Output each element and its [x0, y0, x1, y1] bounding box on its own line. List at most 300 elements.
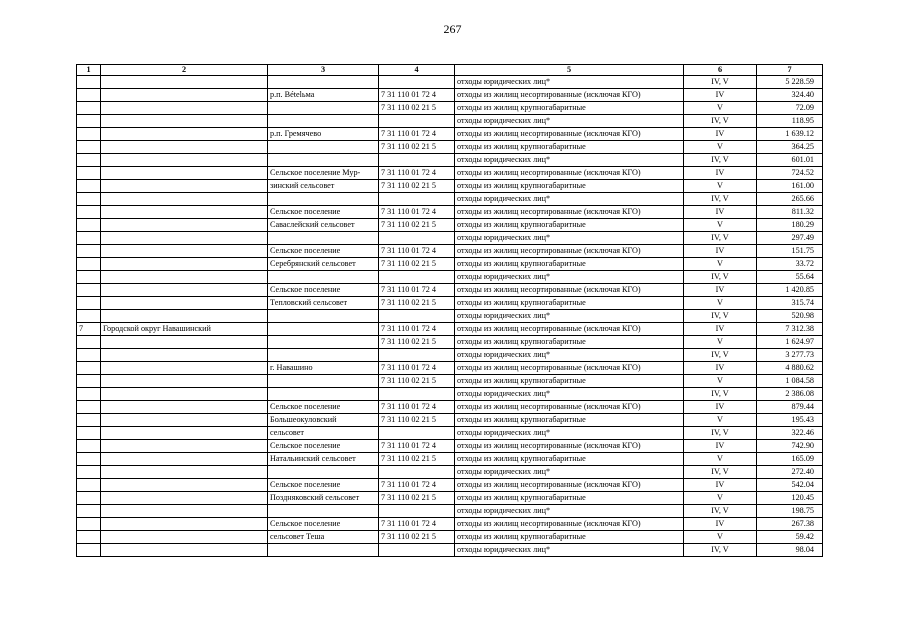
- waste-type-cell: отходы из жилищ несортированные (исключая КГО): [455, 284, 684, 297]
- row-number-cell: [77, 375, 101, 388]
- settlement-cell: Сельское поселение: [268, 245, 379, 258]
- table-row: [77, 323, 823, 336]
- settlement-cell: Сельское поселение: [268, 440, 379, 453]
- row-number-cell: [77, 180, 101, 193]
- amount-cell: 297.49: [757, 232, 823, 245]
- waste-type-cell: отходы юридических лиц*: [455, 154, 684, 167]
- hazard-class-cell: IV: [684, 440, 757, 453]
- table-row: [77, 89, 823, 102]
- district-cell: [101, 141, 268, 154]
- waste-type-cell: отходы юридических лиц*: [455, 388, 684, 401]
- hazard-class-cell: IV, V: [684, 388, 757, 401]
- code-cell: [379, 544, 455, 557]
- column-header: 3: [268, 65, 379, 76]
- amount-cell: 98.04: [757, 544, 823, 557]
- district-cell: [101, 245, 268, 258]
- waste-type-cell: отходы из жилищ несортированные (исключая КГО): [455, 245, 684, 258]
- table-row: [77, 518, 823, 531]
- code-cell: [379, 505, 455, 518]
- amount-cell: 267.38: [757, 518, 823, 531]
- amount-cell: 265.66: [757, 193, 823, 206]
- table-row: [77, 336, 823, 349]
- table-body: [77, 76, 823, 557]
- table-row: [77, 544, 823, 557]
- settlement-cell: Сельское поселение: [268, 206, 379, 219]
- district-cell: [101, 76, 268, 89]
- table-row: [77, 440, 823, 453]
- row-number-cell: [77, 245, 101, 258]
- amount-cell: 322.46: [757, 427, 823, 440]
- amount-cell: 324.40: [757, 89, 823, 102]
- waste-type-cell: отходы из жилищ крупногабаритные: [455, 453, 684, 466]
- row-number-cell: [77, 466, 101, 479]
- code-cell: 7 31 110 01 72 4: [379, 128, 455, 141]
- settlement-cell: сельсовет Теша: [268, 531, 379, 544]
- row-number-cell: [77, 453, 101, 466]
- hazard-class-cell: V: [684, 453, 757, 466]
- table-row: [77, 479, 823, 492]
- table-row: [77, 271, 823, 284]
- hazard-class-cell: IV, V: [684, 76, 757, 89]
- amount-cell: 1 420.85: [757, 284, 823, 297]
- row-number-cell: [77, 167, 101, 180]
- code-cell: 7 31 110 01 72 4: [379, 206, 455, 219]
- settlement-cell: сельсовет: [268, 427, 379, 440]
- code-cell: 7 31 110 02 21 5: [379, 102, 455, 115]
- table-row: [77, 219, 823, 232]
- waste-type-cell: отходы из жилищ несортированные (исключая КГО): [455, 440, 684, 453]
- row-number-cell: [77, 362, 101, 375]
- district-cell: [101, 206, 268, 219]
- settlement-cell: р.п. Вételьма: [268, 89, 379, 102]
- amount-cell: 742.90: [757, 440, 823, 453]
- waste-type-cell: отходы из жилищ крупногабаритные: [455, 492, 684, 505]
- settlement-cell: Сельское поселение Мур-: [268, 167, 379, 180]
- amount-cell: 195.43: [757, 414, 823, 427]
- column-header: 2: [101, 65, 268, 76]
- hazard-class-cell: IV: [684, 323, 757, 336]
- amount-cell: 33.72: [757, 258, 823, 271]
- code-cell: 7 31 110 01 72 4: [379, 167, 455, 180]
- code-cell: 7 31 110 01 72 4: [379, 362, 455, 375]
- table-row: [77, 349, 823, 362]
- table-row: [77, 258, 823, 271]
- amount-cell: 601.01: [757, 154, 823, 167]
- code-cell: 7 31 110 02 21 5: [379, 336, 455, 349]
- row-number-cell: [77, 128, 101, 141]
- district-cell: [101, 544, 268, 557]
- table-row: [77, 128, 823, 141]
- waste-type-cell: отходы юридических лиц*: [455, 232, 684, 245]
- district-cell: [101, 479, 268, 492]
- settlement-cell: [268, 115, 379, 128]
- row-number-cell: [77, 76, 101, 89]
- row-number-cell: [77, 219, 101, 232]
- row-number-cell: [77, 154, 101, 167]
- waste-type-cell: отходы юридических лиц*: [455, 271, 684, 284]
- hazard-class-cell: IV, V: [684, 427, 757, 440]
- waste-type-cell: отходы юридических лиц*: [455, 193, 684, 206]
- row-number-cell: [77, 349, 101, 362]
- waste-type-cell: отходы из жилищ несортированные (исключая КГО): [455, 479, 684, 492]
- district-cell: [101, 375, 268, 388]
- table-row: [77, 115, 823, 128]
- waste-type-cell: отходы из жилищ крупногабаритные: [455, 414, 684, 427]
- code-cell: 7 31 110 02 21 5: [379, 297, 455, 310]
- hazard-class-cell: V: [684, 336, 757, 349]
- settlement-cell: [268, 336, 379, 349]
- waste-type-cell: отходы из жилищ несортированные (исключая КГО): [455, 323, 684, 336]
- settlement-cell: Сельское поселение: [268, 284, 379, 297]
- column-header: 6: [684, 65, 757, 76]
- table-row: [77, 414, 823, 427]
- row-number-cell: [77, 440, 101, 453]
- table-row: [77, 466, 823, 479]
- amount-cell: 364.25: [757, 141, 823, 154]
- hazard-class-cell: IV: [684, 206, 757, 219]
- amount-cell: 520.98: [757, 310, 823, 323]
- code-cell: [379, 232, 455, 245]
- district-cell: [101, 427, 268, 440]
- hazard-class-cell: V: [684, 258, 757, 271]
- row-number-cell: [77, 232, 101, 245]
- code-cell: 7 31 110 02 21 5: [379, 375, 455, 388]
- table-row: [77, 167, 823, 180]
- row-number-cell: [77, 193, 101, 206]
- district-cell: [101, 531, 268, 544]
- hazard-class-cell: IV, V: [684, 310, 757, 323]
- waste-type-cell: отходы из жилищ несортированные (исключая КГО): [455, 401, 684, 414]
- district-cell: [101, 362, 268, 375]
- hazard-class-cell: IV, V: [684, 505, 757, 518]
- district-cell: [101, 414, 268, 427]
- amount-cell: 1 624.97: [757, 336, 823, 349]
- amount-cell: 2 386.08: [757, 388, 823, 401]
- table-row: [77, 180, 823, 193]
- hazard-class-cell: IV, V: [684, 349, 757, 362]
- settlement-cell: [268, 76, 379, 89]
- code-cell: 7 31 110 01 72 4: [379, 89, 455, 102]
- waste-type-cell: отходы из жилищ крупногабаритные: [455, 375, 684, 388]
- waste-type-cell: отходы из жилищ несортированные (исключая КГО): [455, 518, 684, 531]
- district-cell: [101, 492, 268, 505]
- table-row: [77, 141, 823, 154]
- amount-cell: 3 277.73: [757, 349, 823, 362]
- table-row: [77, 297, 823, 310]
- row-number-cell: [77, 258, 101, 271]
- waste-type-cell: отходы юридических лиц*: [455, 505, 684, 518]
- district-cell: [101, 466, 268, 479]
- waste-type-cell: отходы юридических лиц*: [455, 466, 684, 479]
- code-cell: [379, 115, 455, 128]
- settlement-cell: [268, 388, 379, 401]
- amount-cell: 55.64: [757, 271, 823, 284]
- table-row: [77, 505, 823, 518]
- code-cell: 7 31 110 01 72 4: [379, 245, 455, 258]
- district-cell: [101, 89, 268, 102]
- settlement-cell: [268, 310, 379, 323]
- row-number-cell: [77, 544, 101, 557]
- table-row: [77, 453, 823, 466]
- amount-cell: 120.45: [757, 492, 823, 505]
- code-cell: 7 31 110 02 21 5: [379, 258, 455, 271]
- settlement-cell: Поздняковский сельсовет: [268, 492, 379, 505]
- district-cell: [101, 453, 268, 466]
- code-cell: 7 31 110 02 21 5: [379, 531, 455, 544]
- table-row: [77, 232, 823, 245]
- table-row: [77, 362, 823, 375]
- amount-cell: 4 880.62: [757, 362, 823, 375]
- settlement-cell: р.п. Гремячево: [268, 128, 379, 141]
- hazard-class-cell: V: [684, 531, 757, 544]
- row-number-cell: [77, 336, 101, 349]
- waste-type-cell: отходы юридических лиц*: [455, 76, 684, 89]
- row-number-cell: [77, 102, 101, 115]
- settlement-cell: [268, 323, 379, 336]
- table-row: [77, 375, 823, 388]
- row-number-cell: [77, 206, 101, 219]
- amount-cell: 198.75: [757, 505, 823, 518]
- settlement-cell: [268, 505, 379, 518]
- row-number-cell: 7: [77, 323, 101, 336]
- row-number-cell: [77, 479, 101, 492]
- waste-type-cell: отходы из жилищ несортированные (исключая КГО): [455, 362, 684, 375]
- column-header: 7: [757, 65, 823, 76]
- district-cell: Городской округ Навашинский: [101, 323, 268, 336]
- hazard-class-cell: IV: [684, 284, 757, 297]
- settlement-cell: Серебрянский сельсовет: [268, 258, 379, 271]
- hazard-class-cell: V: [684, 219, 757, 232]
- table-row: [77, 76, 823, 89]
- amount-cell: 59.42: [757, 531, 823, 544]
- waste-type-cell: отходы из жилищ крупногабаритные: [455, 141, 684, 154]
- district-cell: [101, 297, 268, 310]
- hazard-class-cell: V: [684, 180, 757, 193]
- waste-type-cell: отходы юридических лиц*: [455, 310, 684, 323]
- settlement-cell: Саваслейский сельсовет: [268, 219, 379, 232]
- table-row: [77, 206, 823, 219]
- district-cell: [101, 102, 268, 115]
- amount-cell: 811.32: [757, 206, 823, 219]
- amount-cell: 151.75: [757, 245, 823, 258]
- settlement-cell: [268, 544, 379, 557]
- code-cell: [379, 193, 455, 206]
- amount-cell: 315.74: [757, 297, 823, 310]
- amount-cell: 7 312.38: [757, 323, 823, 336]
- row-number-cell: [77, 427, 101, 440]
- waste-type-cell: отходы из жилищ крупногабаритные: [455, 531, 684, 544]
- amount-cell: 272.40: [757, 466, 823, 479]
- hazard-class-cell: IV, V: [684, 232, 757, 245]
- amount-cell: 5 228.59: [757, 76, 823, 89]
- code-cell: 7 31 110 02 21 5: [379, 141, 455, 154]
- amount-cell: 1 639.12: [757, 128, 823, 141]
- code-cell: [379, 271, 455, 284]
- column-header: 1: [77, 65, 101, 76]
- row-number-cell: [77, 141, 101, 154]
- hazard-class-cell: IV, V: [684, 154, 757, 167]
- waste-type-cell: отходы из жилищ крупногабаритные: [455, 297, 684, 310]
- row-number-cell: [77, 492, 101, 505]
- row-number-cell: [77, 518, 101, 531]
- hazard-class-cell: V: [684, 297, 757, 310]
- code-cell: [379, 466, 455, 479]
- district-cell: [101, 388, 268, 401]
- row-number-cell: [77, 310, 101, 323]
- waste-type-cell: отходы из жилищ несортированные (исключая КГО): [455, 206, 684, 219]
- district-cell: [101, 271, 268, 284]
- table-row: [77, 310, 823, 323]
- code-cell: [379, 349, 455, 362]
- code-cell: 7 31 110 02 21 5: [379, 414, 455, 427]
- table-row: [77, 193, 823, 206]
- district-cell: [101, 232, 268, 245]
- hazard-class-cell: V: [684, 141, 757, 154]
- hazard-class-cell: V: [684, 492, 757, 505]
- table-row: [77, 102, 823, 115]
- hazard-class-cell: IV: [684, 89, 757, 102]
- amount-cell: 72.09: [757, 102, 823, 115]
- district-cell: [101, 505, 268, 518]
- district-cell: [101, 167, 268, 180]
- amount-cell: 1 084.58: [757, 375, 823, 388]
- code-cell: 7 31 110 01 72 4: [379, 401, 455, 414]
- settlement-cell: Сельское поселение: [268, 479, 379, 492]
- hazard-class-cell: IV: [684, 245, 757, 258]
- table-row: [77, 492, 823, 505]
- table-row: [77, 388, 823, 401]
- row-number-cell: [77, 115, 101, 128]
- settlement-cell: [268, 154, 379, 167]
- waste-type-cell: отходы юридических лиц*: [455, 349, 684, 362]
- waste-table: [76, 64, 823, 557]
- code-cell: 7 31 110 01 72 4: [379, 440, 455, 453]
- amount-cell: 180.29: [757, 219, 823, 232]
- amount-cell: 161.00: [757, 180, 823, 193]
- amount-cell: 165.09: [757, 453, 823, 466]
- district-cell: [101, 219, 268, 232]
- hazard-class-cell: IV, V: [684, 466, 757, 479]
- hazard-class-cell: IV: [684, 479, 757, 492]
- code-cell: [379, 154, 455, 167]
- waste-type-cell: отходы из жилищ крупногабаритные: [455, 336, 684, 349]
- code-cell: 7 31 110 02 21 5: [379, 492, 455, 505]
- code-cell: 7 31 110 01 72 4: [379, 518, 455, 531]
- amount-cell: 118.95: [757, 115, 823, 128]
- settlement-cell: [268, 193, 379, 206]
- settlement-cell: [268, 141, 379, 154]
- waste-type-cell: отходы юридических лиц*: [455, 427, 684, 440]
- hazard-class-cell: IV: [684, 167, 757, 180]
- hazard-class-cell: V: [684, 102, 757, 115]
- waste-type-cell: отходы юридических лиц*: [455, 544, 684, 557]
- row-number-cell: [77, 271, 101, 284]
- code-cell: 7 31 110 01 72 4: [379, 323, 455, 336]
- code-cell: [379, 76, 455, 89]
- waste-type-cell: отходы из жилищ крупногабаритные: [455, 219, 684, 232]
- table-row: [77, 531, 823, 544]
- settlement-cell: Тепловский сельсовет: [268, 297, 379, 310]
- district-cell: [101, 115, 268, 128]
- district-cell: [101, 154, 268, 167]
- table-row: [77, 401, 823, 414]
- settlement-cell: зинский сельсовет: [268, 180, 379, 193]
- settlement-cell: Натальинский сельсовет: [268, 453, 379, 466]
- table-row: [77, 284, 823, 297]
- code-cell: 7 31 110 02 21 5: [379, 453, 455, 466]
- hazard-class-cell: IV, V: [684, 193, 757, 206]
- waste-type-cell: отходы из жилищ несортированные (исключая КГО): [455, 128, 684, 141]
- header-row: [77, 65, 823, 76]
- waste-type-cell: отходы из жилищ крупногабаритные: [455, 102, 684, 115]
- settlement-cell: г. Навашино: [268, 362, 379, 375]
- row-number-cell: [77, 414, 101, 427]
- column-header: 5: [455, 65, 684, 76]
- district-cell: [101, 349, 268, 362]
- district-cell: [101, 401, 268, 414]
- row-number-cell: [77, 388, 101, 401]
- hazard-class-cell: IV: [684, 518, 757, 531]
- column-header: 4: [379, 65, 455, 76]
- district-cell: [101, 284, 268, 297]
- settlement-cell: [268, 466, 379, 479]
- code-cell: 7 31 110 02 21 5: [379, 219, 455, 232]
- code-cell: [379, 427, 455, 440]
- code-cell: 7 31 110 01 72 4: [379, 284, 455, 297]
- hazard-class-cell: IV, V: [684, 115, 757, 128]
- amount-cell: 724.52: [757, 167, 823, 180]
- settlement-cell: Сельское поселение: [268, 518, 379, 531]
- settlement-cell: [268, 349, 379, 362]
- table-row: [77, 245, 823, 258]
- district-cell: [101, 336, 268, 349]
- table-row: [77, 154, 823, 167]
- row-number-cell: [77, 284, 101, 297]
- settlement-cell: Сельское поселение: [268, 401, 379, 414]
- row-number-cell: [77, 401, 101, 414]
- district-cell: [101, 518, 268, 531]
- hazard-class-cell: V: [684, 375, 757, 388]
- code-cell: [379, 310, 455, 323]
- waste-type-cell: отходы из жилищ несортированные (исключая КГО): [455, 167, 684, 180]
- hazard-class-cell: IV, V: [684, 271, 757, 284]
- row-number-cell: [77, 505, 101, 518]
- hazard-class-cell: IV, V: [684, 544, 757, 557]
- amount-cell: 542.04: [757, 479, 823, 492]
- code-cell: [379, 388, 455, 401]
- district-cell: [101, 193, 268, 206]
- hazard-class-cell: V: [684, 414, 757, 427]
- waste-type-cell: отходы из жилищ несортированные (исключая КГО): [455, 89, 684, 102]
- settlement-cell: [268, 271, 379, 284]
- district-cell: [101, 310, 268, 323]
- amount-cell: 879.44: [757, 401, 823, 414]
- page-number: 267: [443, 22, 462, 36]
- hazard-class-cell: IV: [684, 362, 757, 375]
- waste-type-cell: отходы юридических лиц*: [455, 115, 684, 128]
- district-cell: [101, 180, 268, 193]
- table-row: [77, 427, 823, 440]
- district-cell: [101, 440, 268, 453]
- district-cell: [101, 128, 268, 141]
- waste-type-cell: отходы из жилищ крупногабаритные: [455, 180, 684, 193]
- hazard-class-cell: IV: [684, 401, 757, 414]
- code-cell: 7 31 110 01 72 4: [379, 479, 455, 492]
- row-number-cell: [77, 297, 101, 310]
- district-cell: [101, 258, 268, 271]
- hazard-class-cell: IV: [684, 128, 757, 141]
- code-cell: 7 31 110 02 21 5: [379, 180, 455, 193]
